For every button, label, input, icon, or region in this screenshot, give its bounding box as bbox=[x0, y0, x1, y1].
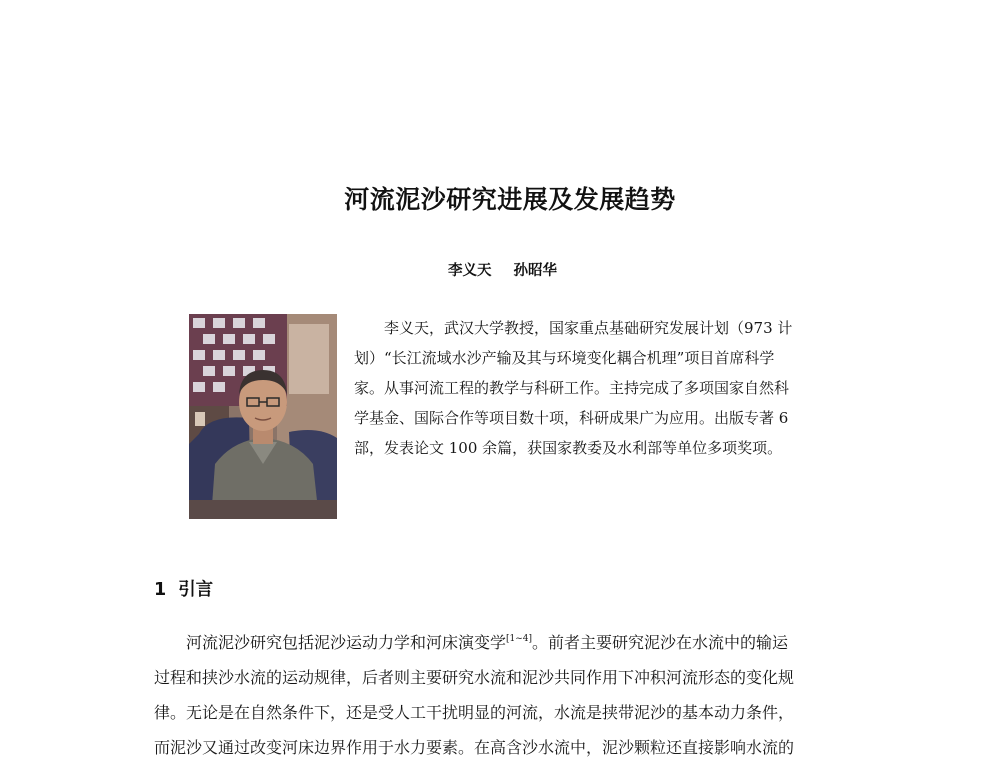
bio-line: 部，发表论文 100 余篇，获国家教委及水利部等单位多项奖项。 bbox=[354, 439, 783, 457]
body-line: 河流泥沙研究包括泥沙运动力学和河床演变学[1~4]。前者主要研究泥沙在水流中的输运 bbox=[186, 633, 789, 652]
body-line: 而泥沙又通过改变河床边界作用于水力要素。在高含沙水流中，泥沙颗粒还直接影响水流的 bbox=[154, 738, 795, 757]
section-title: 引言 bbox=[178, 580, 214, 600]
author-line bbox=[448, 259, 557, 280]
author-name: 李义天 bbox=[448, 263, 492, 279]
body-line: 过程和挟沙水流的运动规律，后者则主要研究水流和泥沙共同作用下冲积河流形态的变化规 bbox=[154, 668, 795, 687]
bio-line: 李义天，武汉大学教授，国家重点基础研究发展计划（973 计 bbox=[384, 319, 793, 337]
bio-line: 家。从事河流工程的教学与科研工作。主持完成了多项国家自然科 bbox=[354, 379, 790, 397]
bio-line: 划）“长江流域水沙产输及其与环境变化耦合机理”项目首席科学 bbox=[354, 349, 775, 367]
paper-title: 河流泥沙研究进展及发展趋势 bbox=[344, 185, 676, 214]
author-portrait-photo bbox=[189, 314, 337, 519]
author-name: 孙昭华 bbox=[513, 263, 557, 279]
section-number: 1 bbox=[154, 580, 167, 600]
bio-line: 学基金、国际合作等项目数十项，科研成果广为应用。出版专著 6 bbox=[354, 409, 789, 427]
body-line: 律。无论是在自然条件下，还是受人工干扰明显的河流，水流是挟带泥沙的基本动力条件， bbox=[154, 703, 795, 722]
citation-reference: [1~4] bbox=[506, 634, 533, 644]
author-biography bbox=[354, 313, 864, 463]
body-paragraph bbox=[154, 625, 874, 765]
section-heading bbox=[154, 576, 213, 601]
